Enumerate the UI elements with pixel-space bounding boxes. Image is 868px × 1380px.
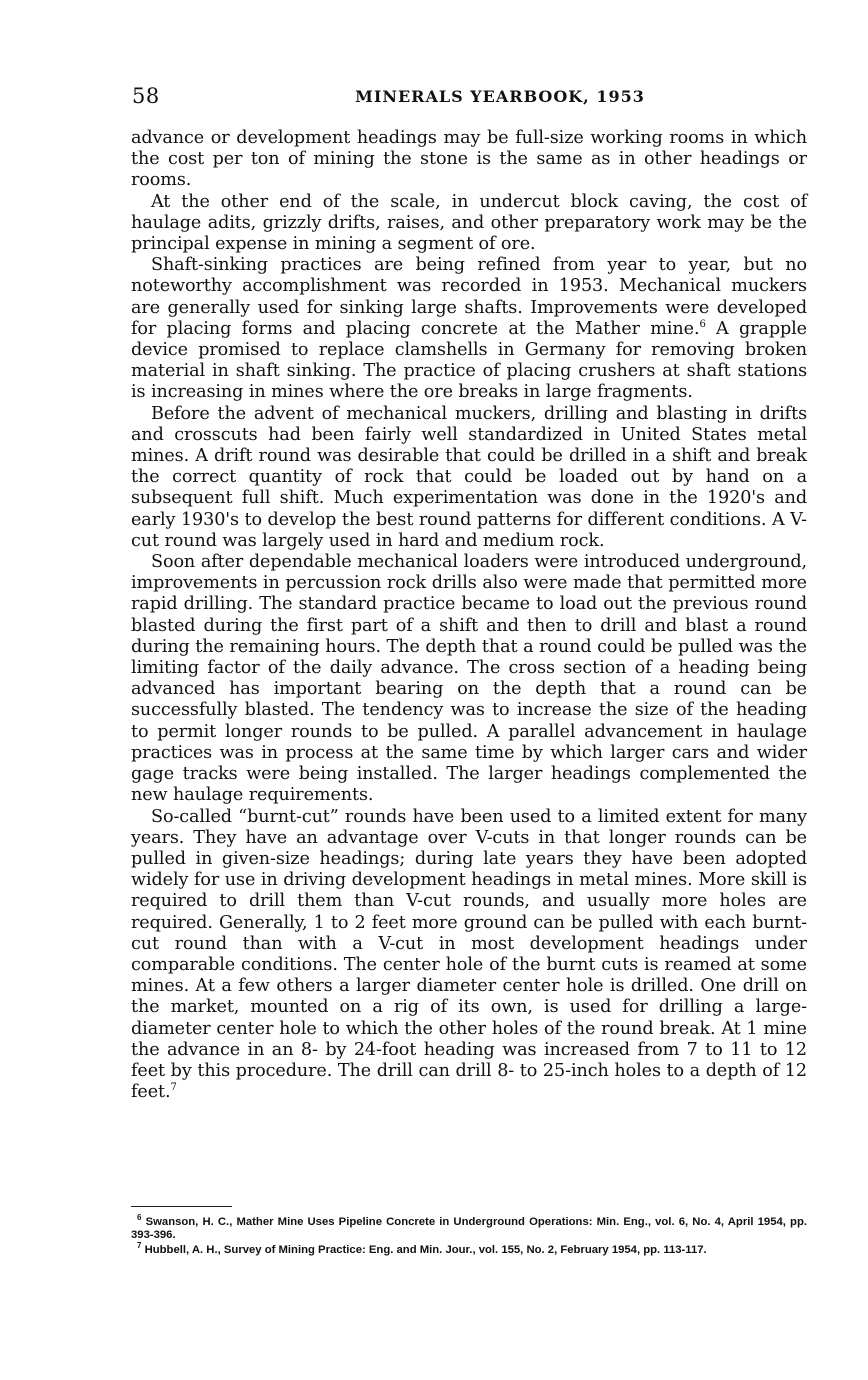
footnote-ref-6[interactable]: 6 bbox=[699, 318, 706, 330]
page-number: 58 bbox=[132, 84, 160, 108]
footnote-6 bbox=[131, 1213, 807, 1241]
running-title: MINERALS YEARBOOK, 1953 bbox=[355, 87, 645, 106]
footnote-mark-7: 7 bbox=[137, 1241, 142, 1251]
paragraph-burnt-cut bbox=[131, 807, 807, 1104]
burnt-cut-text: So-called “burnt-cut” rounds have been used to a limited extent for many years. They have an advantage over V-cuts in that longer rounds can be pulled in given-size headings; during late years they have been adopted widely for use in driving development headings in metal mines. More skill is required to drill them than V-cut rounds, and usually more holes are required. Generally, 1 to 2 feet more ground can be pulled with each burnt-cut round than with a V-cut in most development headings under comparable conditions. The center hole of the burnt cuts is reamed at some mines. At a few others a larger diameter center hole is drilled. One drill on the market, mounted on a rig of its own, is used for drilling a large-diameter center hole to which the other holes of the round break. At 1 mine the advance in an 8- by 24-foot heading was increased from 7 to 11 to 12 feet by this procedure. The drill can drill 8- to 25-inch holes to a depth of 12 feet. bbox=[131, 806, 807, 1103]
paragraph-shaft-sinking bbox=[131, 255, 807, 403]
footnote-mark-6: 6 bbox=[137, 1213, 142, 1223]
footnotes bbox=[131, 1213, 807, 1260]
shaft-text-part1: Shaft-sinking practices are being refined from year to year, but no noteworthy accomplishment was recorded in 1953. Mechanical muckers are generally used for sinking large shafts. Improvements were developed for placing forms and placing concrete at the Mather mine. bbox=[131, 255, 807, 339]
footnote-text-6: Swanson, H. C., Mather Mine Uses Pipeline Concrete in Underground Operations: Min. Eng., vol. 6, No. 4, April 1954, pp. 393-396. bbox=[131, 1216, 807, 1241]
footnote-rule bbox=[131, 1206, 232, 1207]
shaft-text-part2: A grapple device promised to replace clamshells in Germany for removing broken material in shaft sinking. The practice of placing crushers at shaft stations is increasing in mines where the ore breaks in large fragments. bbox=[131, 318, 807, 403]
body-text bbox=[131, 128, 807, 1103]
paragraph-block-caving: At the other end of the scale, in undercut block caving, the cost of haulage adits, grizzly drifts, raises, and other preparatory work may be the principal expense in mining a segment of ore. bbox=[131, 191, 807, 255]
paragraph-mechanical-muckers: Before the advent of mechanical muckers, drilling and blasting in drifts and crosscuts had been fairly well standardized in United States metal mines. A drift round was desirable that could be drilled in a shift and break the correct quantity of rock that could be loaded out by hand on a subsequent full shift. Much experimentation was done in the 1920's and early 1930's to develop the best round patterns for different conditions. A V-cut round was largely used in hard and medium rock. bbox=[131, 403, 807, 551]
footnote-text-7: Hubbell, A. H., Survey of Mining Practice: Eng. and Min. Jour., vol. 155, No. 2, February 1954, pp. 113-117. bbox=[141, 1244, 707, 1257]
paragraph-mechanical-loaders: Soon after dependable mechanical loaders were introduced underground, improvements in percussion rock drills also were made that permitted more rapid drilling. The standard practice became to load out the previous round blasted during the first part of a shift and then to drill and blast a round during the remaining hours. The depth that a round could be pulled was the limiting factor of the daily advance. The cross section of a heading being advanced has important bearing on the depth that a round can be successfully blasted. The tendency was to increase the size of the heading to permit longer rounds to be pulled. A parallel advancement in haulage practices was in process at the same time by which larger cars and wider gage tracks were being installed. The larger headings complemented the new haulage requirements. bbox=[131, 552, 807, 806]
footnote-ref-7[interactable]: 7 bbox=[170, 1082, 177, 1094]
footnote-7 bbox=[131, 1241, 807, 1257]
paragraph-continued: advance or development headings may be full-size working rooms in which the cost per ton of mining the stone is the same as in other headings or rooms. bbox=[131, 128, 807, 191]
page-header bbox=[132, 84, 808, 110]
